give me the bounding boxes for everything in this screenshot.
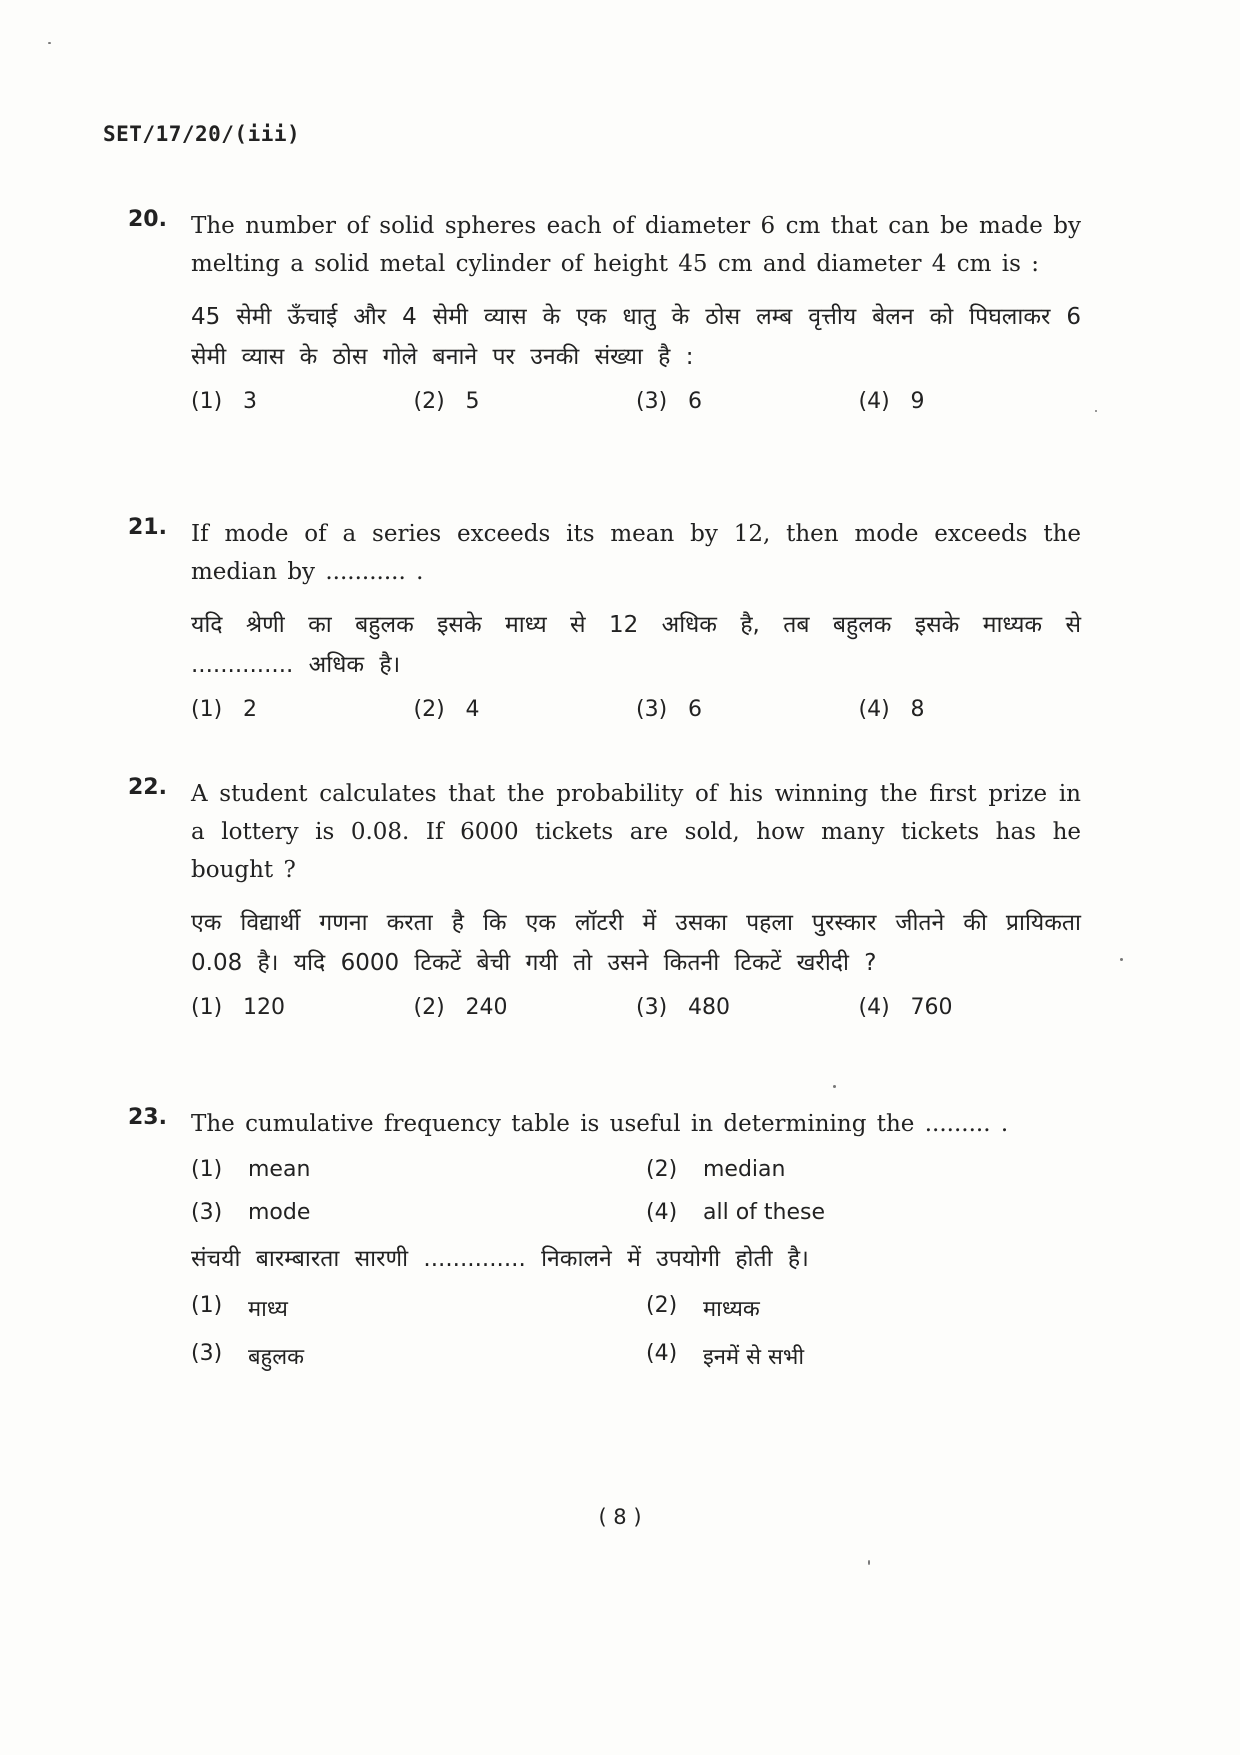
option-3: (3) 6 xyxy=(636,389,702,414)
question-number: 21. xyxy=(128,515,167,540)
question-text-english: A student calculates that the probability of his winning the first prize in a lottery is 0.08. If 6000 tickets are sold, how many tickets has he bought ? xyxy=(191,781,1081,883)
option-2: (2) 4 xyxy=(413,697,480,722)
option-3: (3) बहुलक xyxy=(191,1341,305,1370)
options-row xyxy=(191,697,1081,722)
option-2: (2) 240 xyxy=(413,995,508,1020)
option-4: (4) all of these xyxy=(646,1200,825,1225)
options-hindi xyxy=(191,1293,1081,1371)
scan-speck xyxy=(833,1085,836,1088)
options-row xyxy=(191,389,1081,414)
question-number: 22. xyxy=(128,775,167,800)
option-1: (1) 3 xyxy=(191,389,257,414)
option-1: (1) mean xyxy=(191,1157,311,1182)
option-2: (2) 5 xyxy=(413,389,480,414)
paper-code: SET/17/20/(iii) xyxy=(103,122,301,146)
option-1: (1) 120 xyxy=(191,995,285,1020)
question-22 xyxy=(128,775,1088,1020)
question-23 xyxy=(128,1105,1088,1371)
option-2: (2) median xyxy=(646,1157,786,1182)
scan-speck xyxy=(868,1560,870,1565)
option-2: (2) माध्यक xyxy=(646,1293,760,1322)
question-number: 20. xyxy=(128,207,167,232)
question-text-hindi: एक विद्यार्थी गणना करता है कि एक लॉटरी में उसका पहला पुरस्कार जीतने की प्रायिकता 0.08 है। यदि 6000 टिकटें बेची गयी तो उसने कितनी टिकटें खरीदी ? xyxy=(191,910,1081,976)
question-21 xyxy=(128,515,1088,722)
question-text-hindi: संचयी बारम्बारता सारणी .............. निकालने में उपयोगी होती है। xyxy=(191,1246,809,1272)
options-english xyxy=(191,1157,1081,1225)
question-text-english: If mode of a series exceeds its mean by 12, then mode exceeds the median by ........... . xyxy=(191,521,1081,585)
question-text-hindi: 45 सेमी ऊँचाई और 4 सेमी व्यास के एक धातु के ठोस लम्ब वृत्तीय बेलन को पिघलाकर 6 सेमी व्यास के ठोस गोले बनाने पर उनकी संख्या है : xyxy=(191,304,1081,370)
question-text-english: The cumulative frequency table is useful in determining the ......... . xyxy=(191,1111,1009,1137)
option-3: (3) mode xyxy=(191,1200,311,1225)
option-1: (1) 2 xyxy=(191,697,257,722)
question-text-hindi: यदि श्रेणी का बहुलक इसके माध्य से 12 अधिक है, तब बहुलक इसके माध्यक से .............. अधिक है। xyxy=(191,612,1081,678)
scan-speck xyxy=(48,42,51,44)
option-4: (4) इनमें से सभी xyxy=(646,1341,805,1370)
option-1: (1) माध्य xyxy=(191,1293,288,1322)
question-text-english: The number of solid spheres each of diameter 6 cm that can be made by melting a solid metal cylinder of height 45 cm and diameter 4 cm is : xyxy=(191,213,1081,277)
option-4: (4) 760 xyxy=(858,995,953,1020)
scan-speck xyxy=(1120,958,1123,961)
scan-speck xyxy=(1095,410,1097,412)
option-4: (4) 9 xyxy=(858,389,925,414)
option-4: (4) 8 xyxy=(858,697,925,722)
option-3: (3) 6 xyxy=(636,697,702,722)
option-3: (3) 480 xyxy=(636,995,730,1020)
question-20 xyxy=(128,207,1088,414)
page-number: ( 8 ) xyxy=(598,1505,642,1529)
options-row xyxy=(191,995,1081,1020)
question-number: 23. xyxy=(128,1105,167,1130)
